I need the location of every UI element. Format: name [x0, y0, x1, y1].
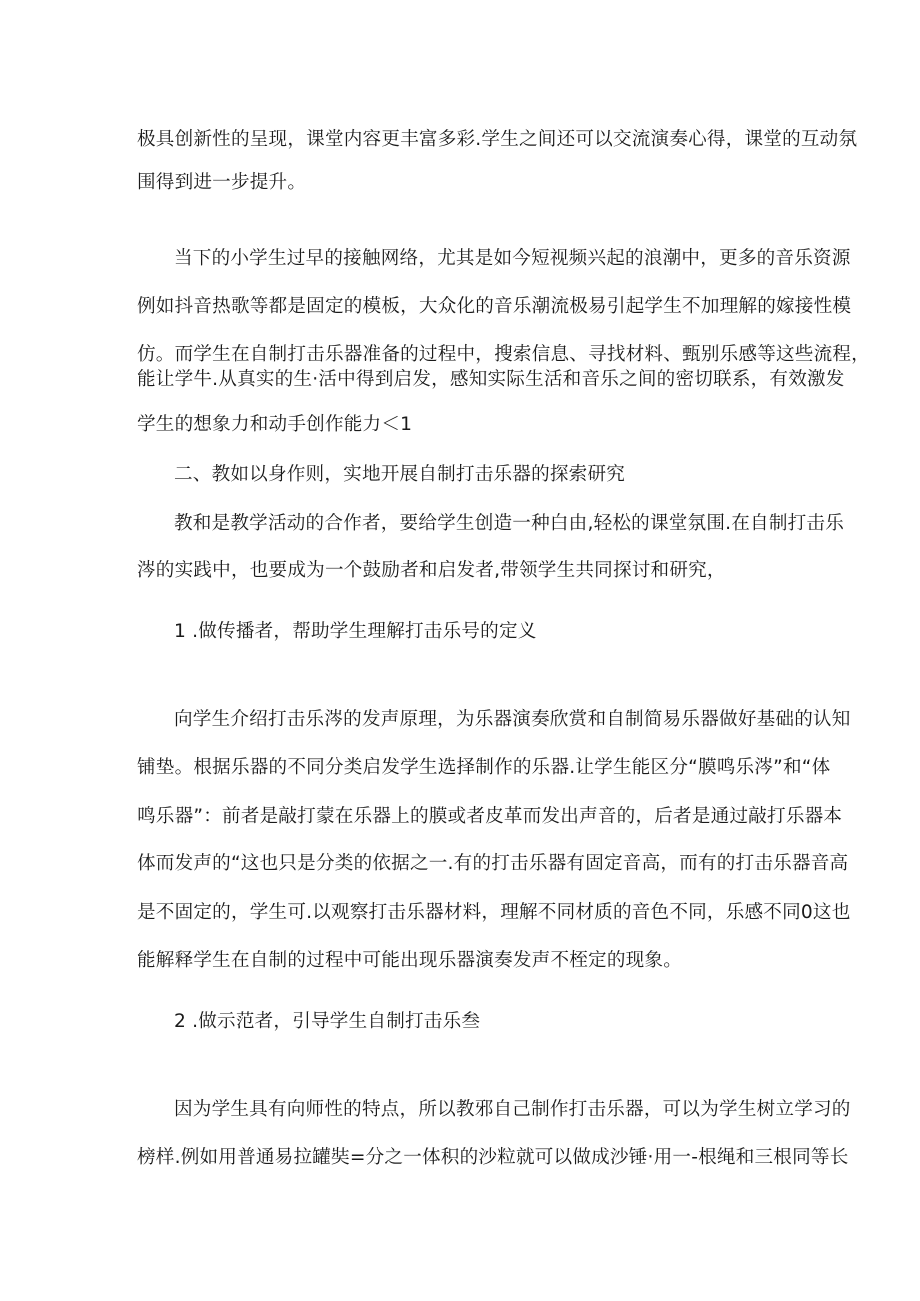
paragraph-4-line-3: 鸣乐器”：前者是敲打蒙在乐器上的膜或者皮革而发出声音的，后者是通过敲打乐器本: [137, 806, 843, 827]
subheading-1: 1 .做传播者，帮助学生理解打击乐号的定义: [174, 621, 537, 642]
paragraph-5-line-1: 因为学生具有向师性的特点，所以教邪自己制作打击乐器，可以为学生树立学习的: [174, 1099, 851, 1120]
paragraph-2-line-2: 例如抖音热歌等都是固定的模板，大众化的音乐潮流极易引起学生不加理解的嫁接性模: [137, 296, 852, 317]
paragraph-1-line-1: 极具创新性的呈现，课堂内容更丰富多彩.学生之间还可以交流演奏心得，课堂的互动氛: [137, 129, 858, 150]
paragraph-4-line-6: 能解释学生在自制的过程中可能出现乐器演奏发声不桎定的现象。: [137, 950, 683, 971]
paragraph-5-line-2: 榜样.例如用普通易拉罐奘=分之一体积的沙粒就可以做成沙锤·用一-根绳和三根同等长: [137, 1147, 849, 1168]
paragraph-2-line-4: 能让学牛.从真实的生·活中得到启发，感知实际生活和音乐之间的密切联系，有效激发: [137, 369, 845, 390]
paragraph-4-line-4: 体而发声的“这也只是分类的依据之一.有的打击乐器有固定音高，而有的打击乐器音高: [137, 853, 849, 874]
subheading-2: 2 .做示范者，引导学生自制打击乐叁: [174, 1011, 481, 1032]
paragraph-3-line-1: 教和是教学活动的合作者，要给学生创造一种白由,轻松的课堂氛围.在自制打击乐: [174, 513, 845, 534]
paragraph-2-line-3: 仿。而学生在自制打击乐器准备的过程中，搜索信息、寻找材料、甄别乐感等这些流程，: [137, 344, 870, 365]
paragraph-4-line-5: 是不固定的，学生可.以观察打击乐器材料，理解不同材质的音色不同，乐感不同0这也: [137, 902, 851, 923]
section-heading: 二、教如以身作则，实地开展自制打击乐器的探索研究: [174, 464, 626, 485]
paragraph-2-line-1: 当下的小学生过早的接触网络，尤其是如今短视频兴起的浪潮中，更多的音乐资源: [174, 248, 851, 269]
paragraph-4-line-2: 铺垫。根据乐器的不同分类启发学生选择制作的乐器.让学生能区分“膜鸣乐涔”和“体: [137, 757, 831, 778]
paragraph-2-line-5: 学生的想象力和动手创作能力＜1: [137, 414, 413, 435]
paragraph-3-line-2: 涔的实践中，也要成为一个鼓励者和启发者,带领学生共同探讨和研究，: [137, 560, 726, 581]
paragraph-4-line-1: 向学生介绍打击乐涔的发声原理，为乐器演奏欣赏和自制简易乐器做好基础的认知: [174, 709, 851, 730]
paragraph-1-line-2: 围得到进一步提升。: [137, 172, 307, 193]
